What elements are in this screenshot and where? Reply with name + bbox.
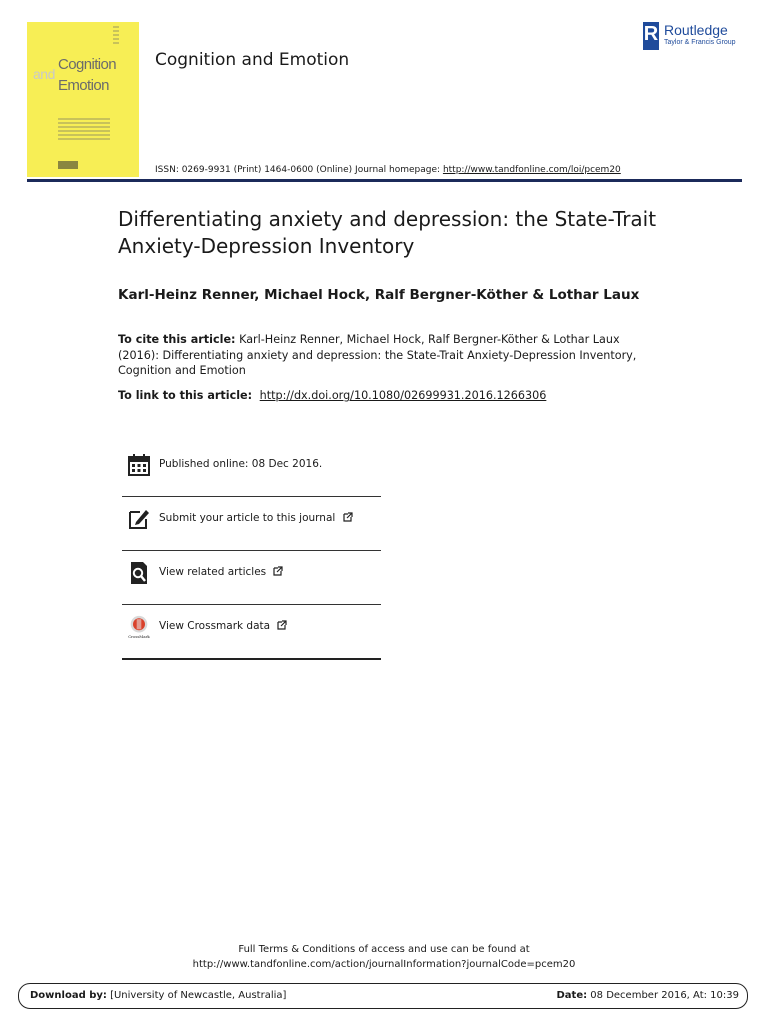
cover-title-line2: Emotion bbox=[58, 77, 109, 94]
article-actions bbox=[122, 443, 381, 660]
terms-line-1: Full Terms & Conditions of access and use can be found at bbox=[238, 944, 530, 955]
submit-article-label: Submit your article to this journal bbox=[159, 512, 336, 524]
download-label: Download by: bbox=[30, 990, 107, 1001]
citation bbox=[118, 332, 658, 379]
edit-icon bbox=[127, 507, 151, 531]
cover-masthead bbox=[113, 26, 119, 46]
issn-text: ISSN: 0269-9931 (Print) 1464-0600 (Online) Journal homepage: bbox=[155, 165, 441, 175]
crossmark-label: View Crossmark data bbox=[159, 620, 271, 632]
link-label: To link to this article: bbox=[118, 389, 253, 402]
crossmark-row[interactable] bbox=[122, 605, 381, 660]
download-value: [University of Newcastle, Australia] bbox=[110, 990, 287, 1001]
crossmark-icon-text: CrossMark bbox=[128, 634, 150, 639]
doi-link[interactable]: http://dx.doi.org/10.1080/02699931.2016.1266306 bbox=[259, 389, 547, 402]
related-articles-label: View related articles bbox=[159, 566, 267, 578]
external-link-icon bbox=[277, 620, 287, 630]
download-info-bar bbox=[18, 983, 748, 1009]
submit-article-link[interactable] bbox=[159, 512, 353, 524]
download-by bbox=[30, 990, 286, 1001]
article-link bbox=[118, 389, 546, 402]
journal-homepage-link[interactable]: http://www.tandfonline.com/loi/pcem20 bbox=[442, 165, 621, 175]
date-value: 08 December 2016, At: 10:39 bbox=[590, 990, 739, 1001]
external-link-icon bbox=[343, 512, 353, 522]
submit-article-row[interactable] bbox=[122, 497, 381, 551]
citation-label: To cite this article: bbox=[118, 333, 236, 346]
cover-publisher-logo bbox=[58, 161, 78, 169]
citation-text: Karl-Heinz Renner, Michael Hock, Ralf Bergner-Köther & Lothar Laux (2016): Differentiating anxiety and depression: the State-Trait Anxiety-Depression Inventory, Cognition and Emotion bbox=[118, 333, 637, 377]
issn-line bbox=[155, 165, 621, 175]
routledge-r-icon: R bbox=[643, 22, 659, 50]
publisher-name: Routledge bbox=[664, 22, 728, 38]
header-divider bbox=[27, 179, 742, 182]
external-link-icon bbox=[273, 566, 283, 576]
related-articles-row[interactable] bbox=[122, 551, 381, 605]
cover-and: and bbox=[33, 66, 55, 82]
article-title: Differentiating anxiety and depression: the State-Trait Anxiety-Depression Inventory bbox=[118, 207, 657, 258]
cover-title-line1: Cognition bbox=[58, 56, 116, 73]
related-articles-link[interactable] bbox=[159, 566, 283, 578]
download-date bbox=[556, 990, 739, 1001]
crossmark-icon bbox=[127, 615, 151, 639]
published-online-label: Published online: 08 Dec 2016. bbox=[159, 458, 323, 470]
calendar-icon bbox=[127, 453, 151, 477]
cover-contents bbox=[58, 118, 110, 142]
journal-cover bbox=[27, 22, 139, 177]
terms-url[interactable]: http://www.tandfonline.com/action/journalInformation?journalCode=pcem20 bbox=[192, 958, 576, 970]
crossmark-link[interactable] bbox=[159, 620, 287, 632]
date-label: Date: bbox=[556, 990, 588, 1001]
article-authors: Karl-Heinz Renner, Michael Hock, Ralf Bergner-Köther & Lothar Laux bbox=[118, 287, 640, 303]
terms-notice bbox=[0, 943, 768, 972]
published-online-row bbox=[122, 443, 381, 497]
publisher-logo bbox=[643, 22, 743, 50]
publisher-group: Taylor & Francis Group bbox=[664, 39, 736, 46]
journal-name: Cognition and Emotion bbox=[155, 50, 350, 70]
search-document-icon bbox=[127, 561, 151, 585]
